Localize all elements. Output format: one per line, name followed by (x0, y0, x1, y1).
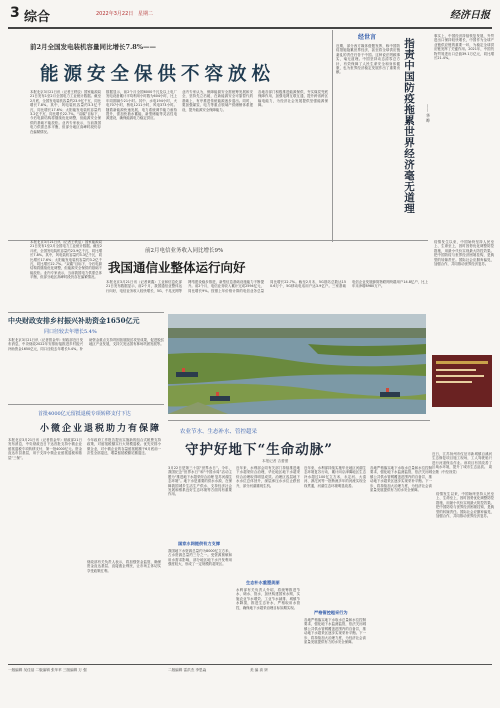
article5-subhead2: 生态补水重塑美丽 (246, 580, 280, 585)
article5-title: 守护好地下“生命动脉” (185, 442, 334, 458)
article5-col1b: 我国地下水资源总量约为8000亿立方米，占水资源总量约三分之一。受资源禀赋和用水需求影响，部分地区地下水开发利用强度较大，形成了一定规模的超采区。 (168, 549, 232, 567)
article1-col2: 数据显示，前2个月全国6000千瓦及以上电厂发电设备累计平均利用小时数为604小时，比上年同期减少21小时。其中，水电194小时，火电707小时，核电1211小时，风电373小时。随着新能源快速发展，电力系统调节能力亟待提升，需加快抽水蓄能、新型储能等灵活性电源建设，确保能源电力稳定供应。 (106, 90, 177, 121)
editorial-col3: 疫情发生以来，中国始终坚持人民至上、生命至上，因时因势优化调整防控措施，用最小代价实现最大防控效果。把中国防疫与世界经济困境挂钩，是典型的转嫁责任。国际社会应摒弃偏见，加强合作，共同推动世界经济复苏。 (434, 240, 494, 267)
article5-col2b: 水利部有关负责人介绍，将统筹推进节水、调水、管水，加快构建国家水网，实施农业节水增效、工业节水减排、城镇节水降损，推进生态补水，严格取用水管控，确保地下水超采治理目标如期实现。 (236, 588, 300, 610)
header-date: 2022年3月22日 (96, 11, 134, 17)
header-weekday: 星期二 (138, 11, 154, 17)
page-header (0, 0, 500, 26)
editorial-col2: 事实上，中国经济持续恢复发展，外贸进出口保持较快增长，中国作为全球产业链供应链的重要一环，为稳定全球供应链发挥了关键作用。2021年，中国货物贸易进出口总值39.1万亿元，同比增长21.4%。 (434, 34, 494, 61)
article5-col5: 疫情发生以来，中国始终坚持人民至上、生命至上，因时因势优化调整防控措施，用最小代价实现最大防控效果。把中国防疫与世界经济困境挂钩，是典型的转嫁责任。国际社会应摒弃偏见，加强合作，共同推动世界经济复苏。 (436, 492, 494, 519)
article1-col1: 本报北京3月21日讯（记者王轶辰）国家能源局21日发布1至2月全国电力工业统计数据。截至2月底，全国发电装机容量约23.9亿千瓦，同比增长7.8%。其中，风电装机容量约3.3亿千瓦，同比增长17.6%；太阳能发电装机容量约3.2亿千瓦，同比增长22.7%。“双碳”目标下，今后电源结构将继续优化调整，但能源安全保供的基础不能放松。业内专家表示，当前我国电力供需总体平衡，但部分地区高峰时段仍存在偏紧情况。 (30, 90, 101, 134)
article5-col3b: 各地严格落实地下水取水总量和水位控制要求，强化地下水监测监管，依法关闭城镇公共供水管网覆盖范围内的自备井，推动地下水超采区逐步实现采补平衡。下一步，将持续加大治理力度，为经济社会高质量发展提供有力的水安全保障。 (304, 618, 366, 645)
article4-col1: 本报北京3月21日讯（记者曾金华）财政部21日发布消息，中央财政近日下达首批支持小微企业留抵退税专项转移支付，第一批4000亿元。资金直达市县基层，用于支持小微企业留抵退税和基层“三保”。 (8, 438, 82, 460)
photo-caption: 近日，江苏扬州市仪征市新城镇百溪河生态修复项目施工现场，工人驾驶船只进行河道保洁作业。该项目有效改善了区域水环境，提升了城市生态品质。 周 全摄（中经视觉） (432, 452, 492, 474)
article5-subhead3: 严格管控超采行为 (314, 610, 348, 615)
article2-body: 本报北京3月21日讯（记者黄鑫）工业和信息化部21日发布数据显示，前2个月，我国通信业整体运行向好，电信业务收入较快增长，5G、千兆光网等网络建设稳步推进，新型信息基础设施能力不断提升。前2个月，电信业务收入累计完成2594亿元，同比增长9%。按照上年价格计算的电信业务总量同比增长22.7%。截至2月末，5G基站总数达150.6万个，5G移动电话用户达3.9亿户。三家基础电信企业发展蜂窝物联网终端用户14.8亿户，比上年末净增8980万户。 (106, 280, 428, 293)
article2-title: 我国通信业整体运行向好 (108, 260, 246, 275)
river-photo (168, 314, 426, 414)
article1-title: 能源安全保供不容放松 (40, 64, 276, 85)
editorial-label: 经世言 (358, 34, 377, 41)
article4-title: 小微企业退税助力有保障 (40, 424, 162, 434)
article3-top-rule (8, 312, 164, 313)
article4-col2: 今年政府工作报告提出实施新的组合式税费支持政策，对留抵税额实行大规模退税。优先安排小微企业，对小微企业的存量留抵税额于6月底前一次性全部退还，增量留抵税额足额退还。 (87, 438, 161, 456)
article4-kicker: 首批4000亿元留抵退税专项转移支付下达 (38, 411, 131, 417)
editorial-col1: 近期，部分西方媒体借题发挥，称中国防疫措施拖累世界经济，甚至将全球供应链紊乱的责任归咎于中国。这种说法罔顾事实，毫无道理。中国坚持动态清零总方针，有效保障了人民生命安全和身体健康，也为世界经济稳定发展作出了重要贡献。 (336, 44, 400, 75)
article5-col1: 3月22日是第三十届“世界水日”。今年，我国纪念“世界水日”和“中国水周”活动主题为“推进地下水超采综合治理 复苏河湖生态环境”。地下水是重要的供水水源，在保障我国城乡生活生产供水、支持经济社会发展和维系良好生态环境等方面具有重要作用。 (168, 466, 232, 497)
footer-editors2: 二版编辑 雷洪杰 李思淼 (168, 668, 207, 672)
page-number: 3 (10, 5, 20, 21)
article5-kicker: 农业节水、生态补水、管控超采 (180, 429, 258, 435)
article3-title: 中央财政安排乡村振兴补助资金1650亿元 (8, 316, 140, 325)
advert-text (432, 412, 492, 450)
article5-top-rule (168, 420, 430, 421)
article4-top-rule (8, 404, 164, 405)
article5-byline: 本报记者 吉蕾蕾 (262, 459, 289, 463)
article2-left-col: 本报北京3月21日讯（记者王轶辰）国家能源局21日发布1至2月全国电力工业统计数据。截至2月底，全国发电装机容量约23.9亿千瓦，同比增长7.8%。其中，风电装机容量约3.3亿千瓦，同比增长17.6%；太阳能发电装机容量约3.2亿千瓦，同比增长22.7%。“双碳”目标下，今后电源结构将继续优化调整，但能源安全保供的基础不能放松。业内专家表示，当前我国电力供需总体平衡，但部分地区高峰时段仍存在偏紧情况。 (30, 240, 102, 280)
article5-col2: 近年来，水利部会同有关部门持续推进地下水超采综合治理，华北地区地下水超采综合治理取得明显成效。治理区浅层地下水水位总体回升，深层承压水水位止跌回升，部分河湖重现生机。 (236, 466, 300, 488)
editorial-author: —— 华 晔 (426, 104, 431, 123)
header-rule (8, 27, 492, 29)
masthead-logo: 经济日报 (450, 10, 490, 21)
editorial-title: 指责中国防疫拖累世界经济毫无道理 (403, 38, 415, 214)
article5-col3: 近年来，水利部持续实施华北地区河湖生态环境复苏行动，累计向京津冀地区生态补水超过100亿立方米，永定河、大清河、滹沱河等一批断流多年的河流实现全线贯通，河湖生态环境明显改善。 (304, 466, 366, 488)
article3-subtitle: 同口径较去年增长5.4% (44, 329, 97, 335)
footer-rule (8, 664, 492, 665)
article1-col3: 业内专家认为，保障能源安全需统筹发展和安全，坚持先立后破，在新能源安全可靠替代的基础上，有序推进传统能源逐步退出。同时，要加强煤炭、电力等重点领域产供储销体系建设，提升能源安全保障能力。 (182, 90, 253, 112)
article4-col3: 财政部有关负责人表示，将加强资金监管，确保资金直达基层、直接惠企利民，让市场主体切实享受政策红利。 (87, 560, 161, 573)
section-name: 综合 (24, 10, 51, 25)
advert-block (432, 355, 492, 407)
article2-kicker: 前2月电信业务收入同比增长9% (145, 248, 224, 254)
article1-kicker: 前2月全国发电装机容量同比增长7.8%—— (30, 43, 157, 51)
article3-body: 本报北京3月21日讯（记者曾金华）财政部近日发布消息，中央财政2022年安排衔接推进乡村振兴补助资金1650亿元，同口径较去年增长5.4%。补助资金重点支持巩固拓展脱贫攻坚成果，促进脱贫地区产业发展，支持欠发达国有林场巩固发展等。 (8, 338, 164, 351)
editorial-frame-left (332, 30, 333, 242)
river-photo-image (168, 314, 426, 414)
footer-designer: 美 编 高 妍 (250, 668, 268, 672)
article5-col4: 各地严格落实地下水取水总量和水位控制要求，强化地下水监测监管，依法关闭城镇公共供水管网覆盖范围内的自备井，推动地下水超采区逐步实现采补平衡。下一步，将持续加大治理力度，为经济社会高质量发展提供有力的水安全保障。 (370, 466, 432, 493)
article5-subhead1: 国家水网提供有力支撑 (178, 541, 220, 546)
footer-editors: 一版编辑 吴佳蓓 二版编辑 张苹苹 三版编辑 万 强 (8, 668, 87, 672)
article1-col4: 各地各部门积极推进能源保供，夯实煤炭兜底保障作用，加强电网互联互通，提升跨省跨区输电能力，为经济社会发展提供坚强能源保障。 (258, 90, 328, 108)
